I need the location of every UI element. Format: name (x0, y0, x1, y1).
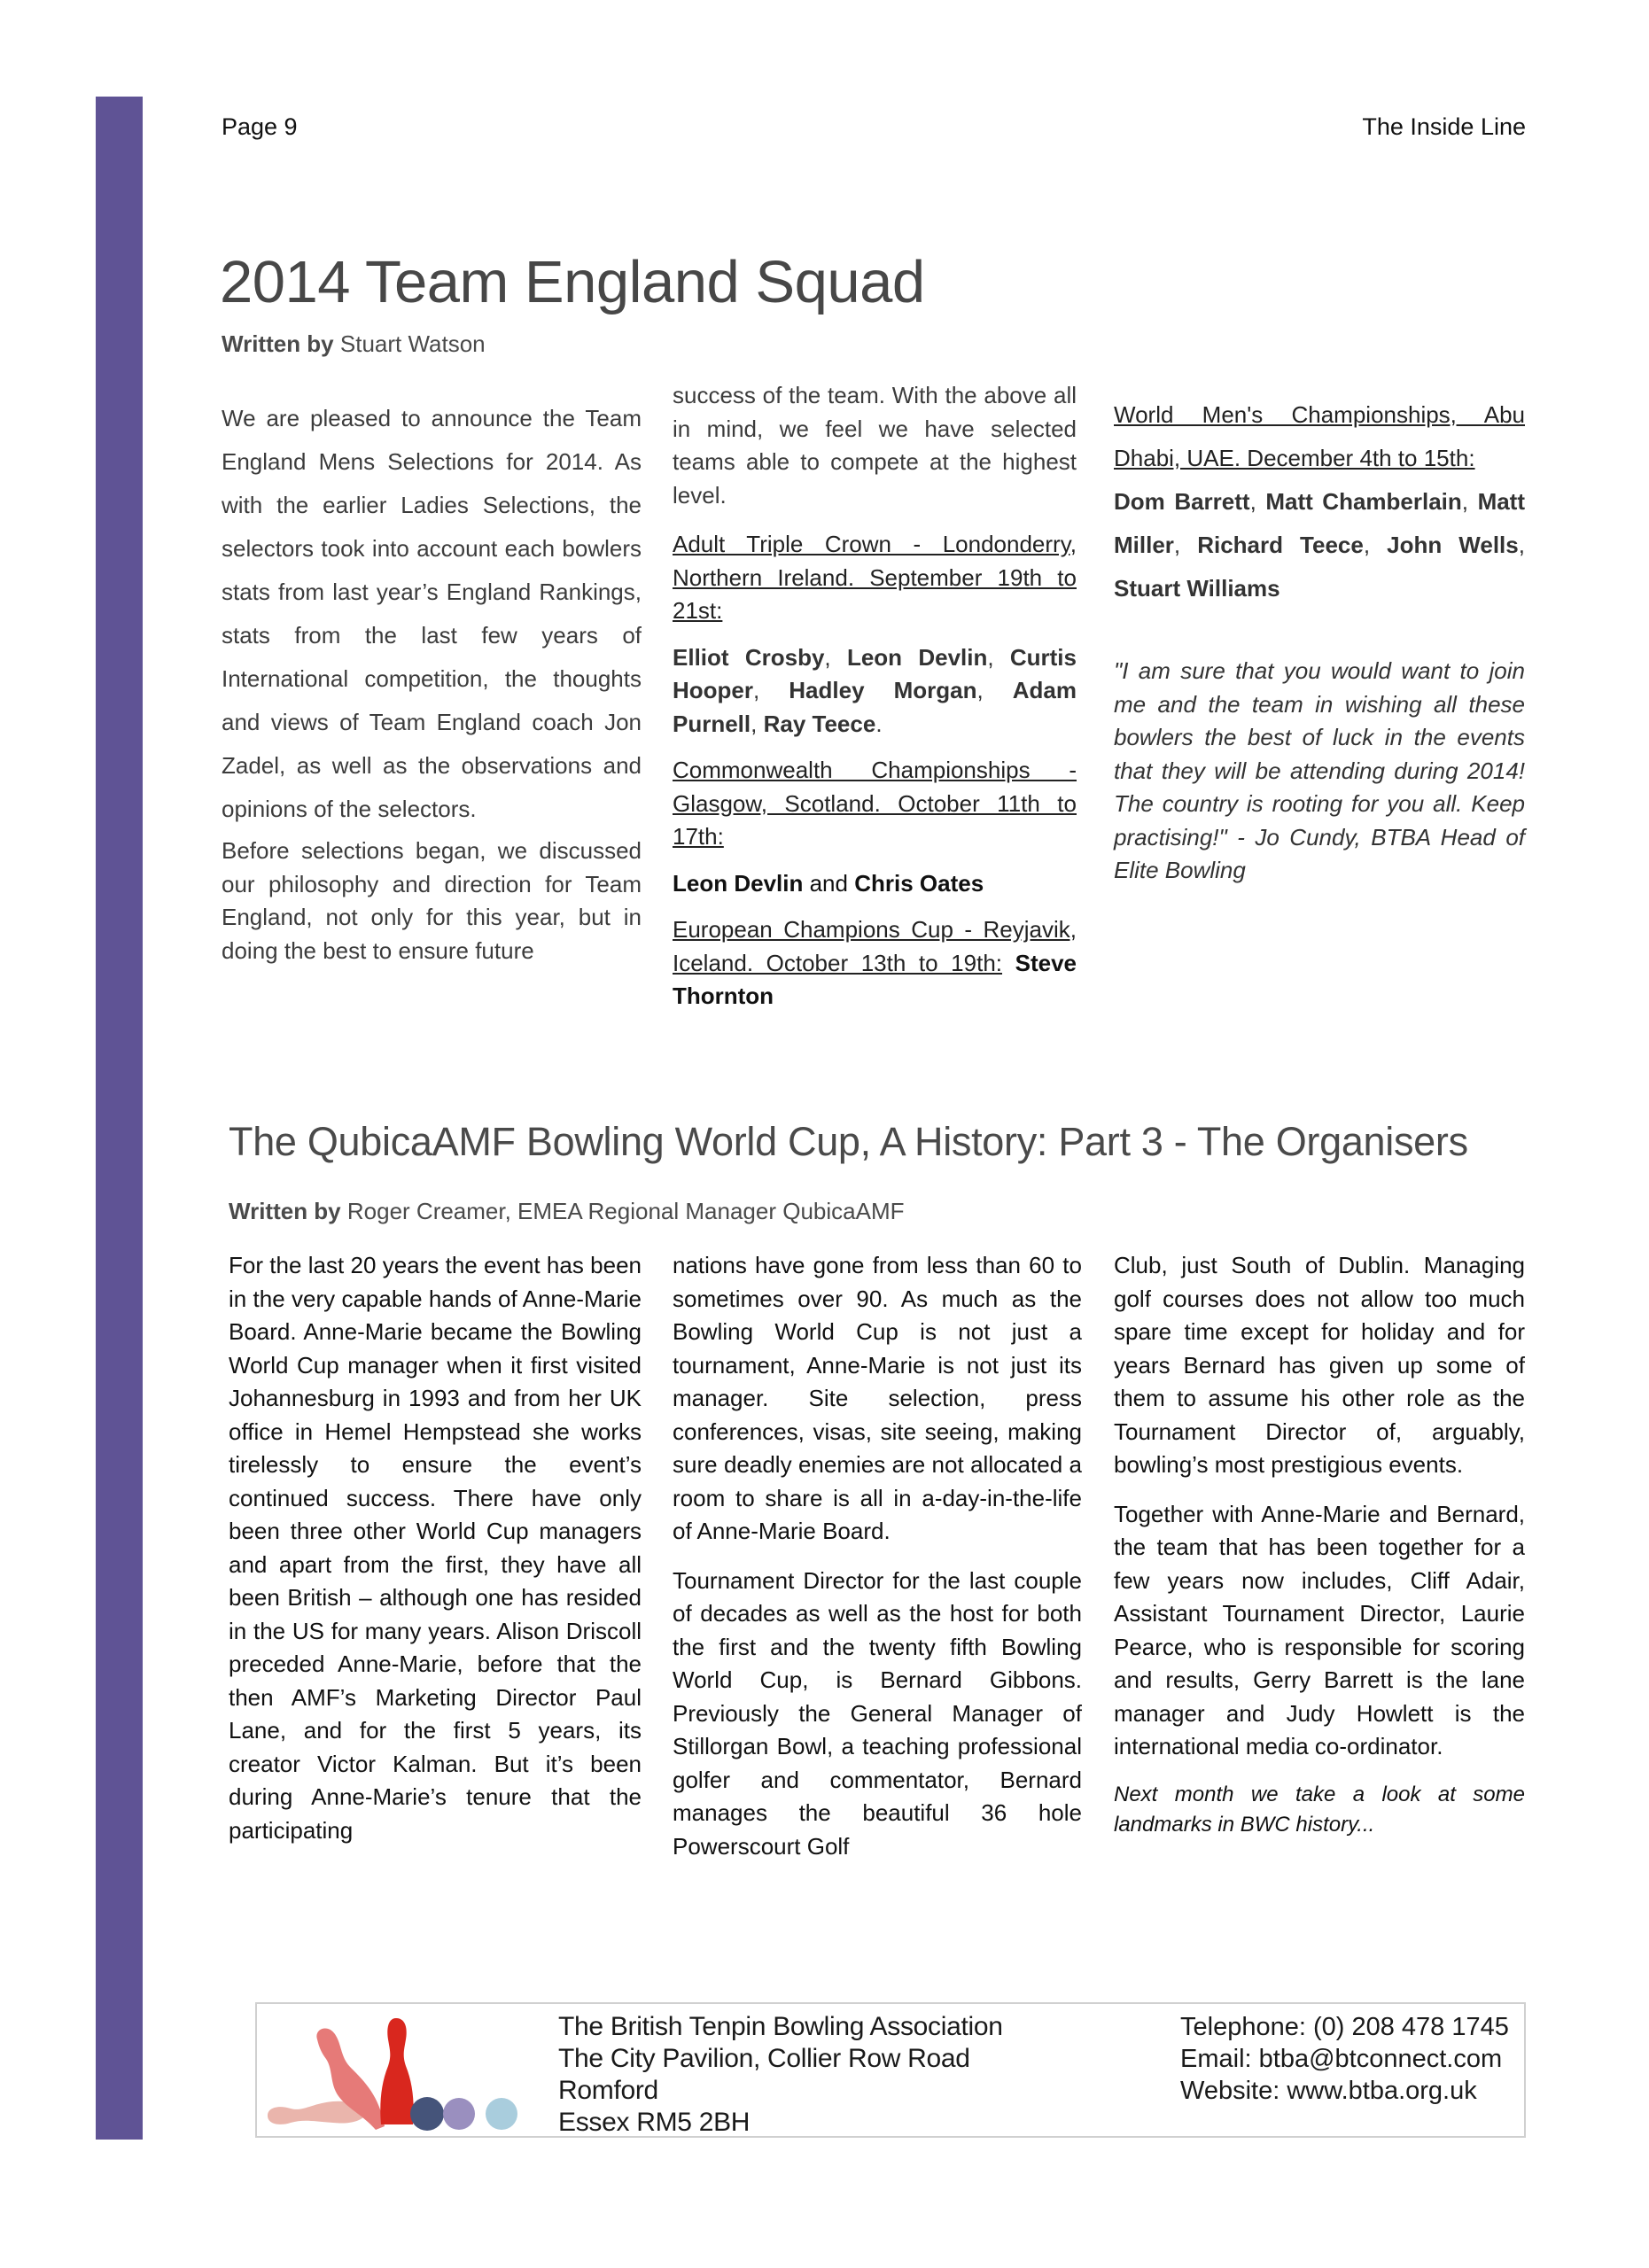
article2-col3-text-a: Club, just South of Dublin. Managing golf courses does not allow too much spare time except for holiday and for years Bernard has given up some of them to assume his other role as the Tournament Director of, arguably, bowling’s most prestigious events. (1114, 1252, 1525, 1478)
event-heading-european: European Champions Cup - Reyjavik, Iceland. October 13th to 19th: (673, 916, 1077, 976)
event-players-european: Steve Thornton (673, 949, 1077, 1009)
article2-col1-text: For the last 20 years the event has been in the very capable hands of Anne-Marie Board. Anne-Marie became the Bowling World Cup manager when it first visited Johannesburg in 1993 and from her UK office in Hemel Hempstead she works tirelessly to ensure the event’s continued success. There have only been three other World Cup managers and apart from the first, they have all been British – although one has resided in the US for many years. Alison Driscoll preceded Anne-Marie, before that the then AMF’s Marketing Director Paul Lane, and for the first 5 years, its creator Victor Kalman. But it’s been during Anne-Marie’s tenure that the participating (229, 1252, 642, 1844)
address-line-3: Essex RM5 2BH (558, 2108, 751, 2137)
website-link[interactable]: Website: www.btba.org.uk (1180, 2077, 1477, 2105)
article1-para3: success of the team. With the above all in mind, we feel we have selected teams able to compete at the highest level. (673, 382, 1077, 509)
event-players-commonwealth: Leon Devlin and Chris Oates (673, 869, 984, 897)
bowling-pins-and-balls-logo-icon (262, 2011, 546, 2135)
next-month-note: Next month we take a look at some landmarks in BWC history... (1114, 1782, 1525, 1837)
article2-column-2 (673, 1249, 1082, 1879)
article2-column-3 (1114, 1249, 1525, 1856)
email-link[interactable]: Email: btba@btconnect.com (1180, 2045, 1503, 2073)
byline-label: Written by (222, 330, 334, 357)
article-title-bowling-world-cup: The QubicaAMF Bowling World Cup, A History: Part 3 - The Organisers (229, 1119, 1468, 1164)
article2-col2-text-b: Tournament Director for the last couple of decades as well as the host for both the first and the twenty fifth Bowling World Cup, is Bernard Gibbons. Previously the General Manager of Stillorgan Bowl, a teaching professional golfer and commentator, Bernard manages the beautiful 36 hole Powerscourt Golf (673, 1566, 1082, 1860)
article2-col2-text-a: nations have gone from less than 60 to sometimes over 90. As much as the Bowling World Cup is not just a tournament, Anne-Marie is not just its manager. Site selection, press conferences, visas, site seeing, making sure deadly enemies are not allocated a room to share is all in a-day-in-the-life of Anne-Marie Board. (673, 1252, 1082, 1544)
event-players-triple-crown: Elliot Crosby, Leon Devlin, Curtis Hooper, Hadley Morgan, Adam Purnell, Ray Teece. (673, 643, 1077, 737)
footer-contact-details (1180, 2011, 1509, 2107)
page-number: Page 9 (222, 113, 298, 140)
article1-column-3 (1114, 393, 1525, 888)
footer-address (558, 2011, 1003, 2139)
sidebar-accent-bar (96, 97, 143, 2140)
event-heading-world-mens: World Men's Championships, Abu Dhabi, UAE. December 4th to 15th: (1114, 401, 1525, 471)
article1-byline (222, 330, 486, 358)
event-heading-triple-crown: Adult Triple Crown - Londonderry, Northern Ireland. September 19th to 21st: (673, 531, 1077, 624)
article1-column-1 (222, 397, 642, 967)
article-title-team-england: 2014 Team England Squad (220, 249, 925, 315)
publication-name: The Inside Line (1362, 113, 1526, 140)
telephone: Telephone: (0) 208 478 1745 (1180, 2013, 1509, 2041)
org-name: The British Tenpin Bowling Association (558, 2012, 1003, 2041)
article2-col3-text-b: Together with Anne-Marie and Bernard, the team that has been together for a few years now includes, Cliff Adair, Assistant Tournament Director, Laurie Pearce, who is responsible for scoring and results, Gerry Barrett is the lane manager and Judy Howlett is the international media co-ordinator. (1114, 1500, 1525, 1759)
article2-column-1 (229, 1249, 642, 1863)
article1-intro: We are pleased to announce the Team England Mens Selections for 2014. As with the earlier Ladies Selections, the selectors took into account each bowlers stats from last year’s England Rankings, stats from the last few years of International competition, the thoughts and views of Team England coach Jon Zadel, as well as the observations and opinions of the selectors. (222, 405, 642, 822)
event-european-champions (673, 913, 1077, 1014)
article2-byline (229, 1198, 904, 1225)
byline-author: Stuart Watson (339, 330, 486, 357)
article1-column-2 (673, 379, 1077, 1027)
event-players-world-mens: Dom Barrett, Matt Chamberlain, Matt Miller, Richard Teece, John Wells, Stuart Williams (1114, 488, 1525, 602)
address-line-2: Romford (558, 2076, 658, 2105)
address-line-1: The City Pavilion, Collier Row Road (558, 2044, 970, 2073)
elite-coach-quote: "I am sure that you would want to join me and the team in wishing all these bowlers the best of luck in the events that they will be attending during 2014! The country is rooting for you all. Keep practising!" - Jo Cundy, BTBA Head of Elite Bowling (1114, 657, 1525, 883)
article1-para2: Before selections began, we discussed our philosophy and direction for Team England, not only for this year, but in doing the best to ensure future (222, 837, 642, 964)
byline-author: Roger Creamer, EMEA Regional Manager QubicaAMF (346, 1198, 905, 1224)
byline-label: Written by (229, 1198, 341, 1224)
event-heading-commonwealth: Commonwealth Championships - Glasgow, Scotland. October 11th to 17th: (673, 757, 1077, 850)
